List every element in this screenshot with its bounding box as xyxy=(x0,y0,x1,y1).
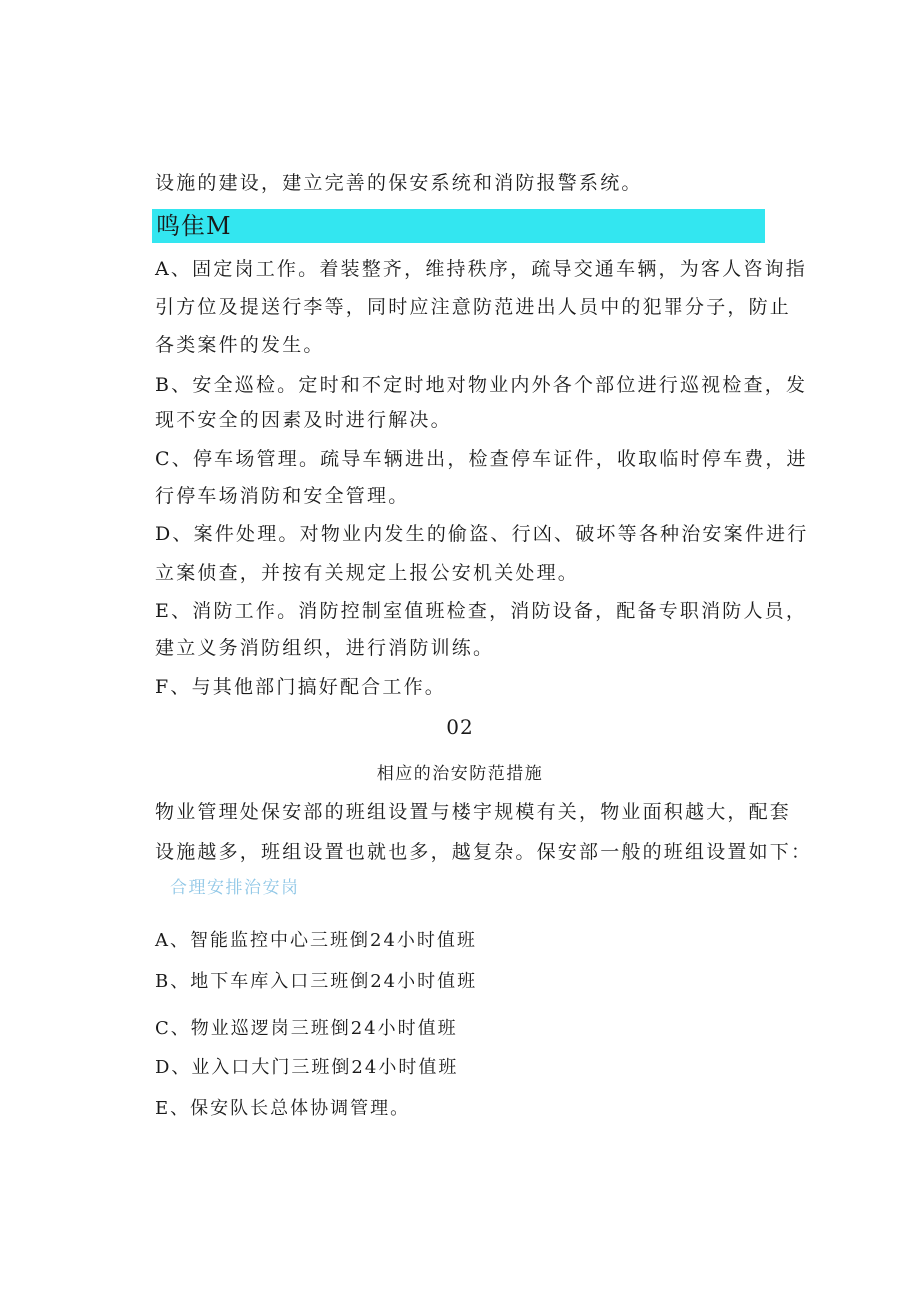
shift-item-c: C、物业巡逻岗三班倒24小时值班 xyxy=(155,1018,458,1039)
duty-f-line-1: F、与其他部门搞好配合工作。 xyxy=(155,676,446,698)
shift-item-a: A、智能监控中心三班倒24小时值班 xyxy=(155,930,477,951)
duty-b-line-2: 现不安全的因素及时进行解决。 xyxy=(155,409,452,431)
section-title: 相应的治安防范措施 xyxy=(376,764,544,784)
intro-line: 设施的建设，建立完善的保安系统和消防报警系统。 xyxy=(155,172,643,194)
shift-item-b: B、地下车库入口三班倒24小时值班 xyxy=(155,971,478,992)
shift-item-d: D、业入口大门三班倒24小时值班 xyxy=(155,1057,459,1078)
duty-c-line-1: C、停车场管理。疏导车辆进出，检查停车证件，收取临时停车费，进 xyxy=(155,448,808,470)
duty-d-line-2: 立案侦查，并按有关规定上报公安机关处理。 xyxy=(155,562,580,584)
duty-b-line-1: B、安全巡检。定时和不定时地对物业内外各个部位进行巡视检查，发 xyxy=(155,374,808,396)
duty-e-line-2: 建立义务消防组织，进行消防训练。 xyxy=(155,637,495,659)
duty-d-line-1: D、案件处理。对物业内发生的偷盗、行凶、破坏等各种治安案件进行 xyxy=(155,523,809,545)
duty-a-line-2: 引方位及提送行李等，同时应注意防范进出人员中的犯罪分子，防止 xyxy=(155,296,792,318)
duty-e-line-1: E、消防工作。消防控制室值班检查，消防设备，配备专职消防人员， xyxy=(155,600,808,622)
duty-c-line-2: 行停车场消防和安全管理。 xyxy=(155,485,410,507)
section-body-line-1: 物业管理处保安部的班组设置与楼宇规模有关，物业面积越大，配套 xyxy=(155,801,792,823)
shift-item-e: E、保安队长总体协调管理。 xyxy=(155,1098,411,1119)
duty-a-line-3: 各类案件的发生。 xyxy=(155,334,325,356)
duty-a-line-1: A、固定岗工作。着装整齐，维持秩序，疏导交通车辆，为客人咨询指 xyxy=(155,258,807,280)
section-body-line-2: 设施越多，班组设置也就也多，越复杂。保安部一般的班组设置如下： xyxy=(155,841,813,863)
heading-bar xyxy=(152,209,765,243)
subheading: 合理安排治安岗 xyxy=(170,878,300,898)
section-number: 02 xyxy=(446,715,474,739)
heading-text: 鸣隹M xyxy=(156,212,232,240)
